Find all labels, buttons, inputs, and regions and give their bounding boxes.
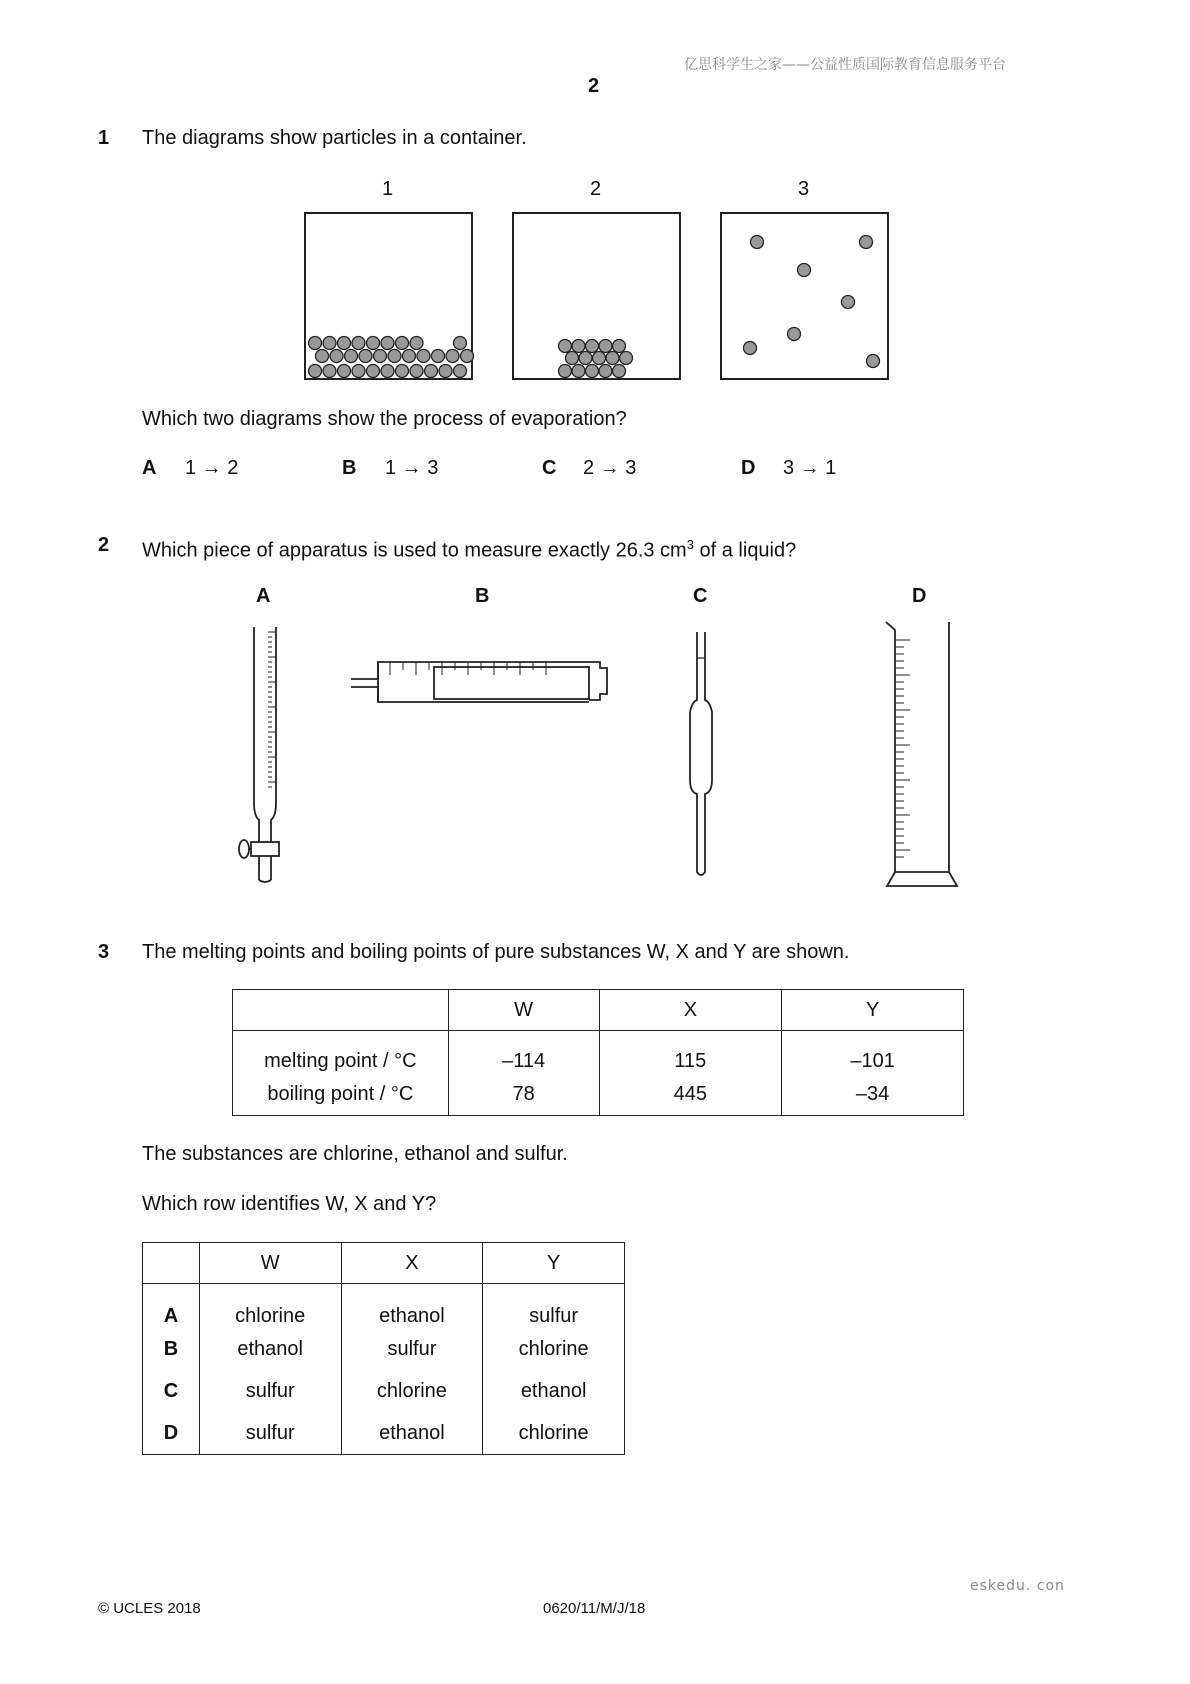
q1-option-a-letter: A [142, 457, 157, 479]
question-2-text-before: Which piece of apparatus is used to measure exactly 26.3 cm [142, 539, 687, 562]
q1-option-c-letter: C [542, 457, 557, 479]
question-2-number: 2 [98, 534, 110, 556]
question-2-text [142, 533, 796, 563]
table1-header-w: W [448, 990, 599, 1031]
question-1-number: 1 [98, 127, 110, 149]
q1-option-d-letter: D [741, 457, 756, 479]
particle [410, 337, 423, 350]
q1-option-a-text: 1 → 2 [185, 457, 239, 479]
q1-option-c-text: 2 → 3 [583, 457, 637, 479]
footer-paper-code: 0620/11/M/J/18 [543, 1600, 646, 1617]
particle [330, 350, 343, 363]
particle [381, 337, 394, 350]
table1-boiling-x: 445 [599, 1073, 782, 1116]
particle [309, 337, 322, 350]
q1-option-b-text: 1 → 3 [385, 457, 439, 479]
apparatus-a-label: A [256, 585, 271, 607]
particle [579, 352, 592, 365]
diagram-2-label: 2 [590, 178, 602, 200]
table2-row-a-y: sulfur [483, 1284, 625, 1329]
table2-row-c-w: sulfur [199, 1370, 341, 1412]
table1-melting-y: –101 [782, 1031, 964, 1074]
table2-row-b-y: chlorine [483, 1328, 625, 1370]
table2-row-d-w: sulfur [199, 1412, 341, 1455]
particle [446, 350, 459, 363]
table1-melting-x: 115 [599, 1031, 782, 1074]
particle [381, 365, 394, 378]
particle [345, 350, 358, 363]
particle [599, 340, 612, 353]
particle [586, 365, 599, 378]
apparatus-c-label: C [693, 585, 708, 607]
particle [338, 365, 351, 378]
particle [316, 350, 329, 363]
particle [593, 352, 606, 365]
particle [403, 350, 416, 363]
particle [367, 365, 380, 378]
particle [396, 337, 409, 350]
particle [586, 340, 599, 353]
watermark-top: 亿思科学生之家——公益性质国际教育信息服务平台 [684, 57, 1006, 73]
particle [572, 365, 585, 378]
burette-drawing [239, 627, 279, 882]
particle [388, 350, 401, 363]
question-1-prompt: Which two diagrams show the process of evaporation? [142, 408, 627, 430]
table1-melting-w: –114 [448, 1031, 599, 1074]
pipette-drawing [690, 632, 712, 875]
table2-row-d-letter: D [143, 1412, 200, 1455]
question-3-number: 3 [98, 941, 110, 963]
apparatus-d-label: D [912, 585, 927, 607]
particle [309, 365, 322, 378]
q1-option-b-letter: B [342, 457, 357, 479]
particle [559, 365, 572, 378]
table1-melting-label: melting point / °C [233, 1031, 449, 1074]
properties-table [232, 989, 964, 1116]
particle [374, 350, 387, 363]
table2-header-blank [143, 1243, 200, 1284]
page-number: 2 [588, 75, 600, 97]
particle [323, 365, 336, 378]
q1-option-d-text: 3 → 1 [783, 457, 837, 479]
particle [454, 337, 467, 350]
table2-row-a-letter: A [143, 1284, 200, 1329]
table2-header-y: Y [483, 1243, 625, 1284]
question-3-statement: The substances are chlorine, ethanol and sulfur. [142, 1143, 568, 1165]
particle [359, 350, 372, 363]
table2-row-a-w: chlorine [199, 1284, 341, 1329]
table2-row-c-letter: C [143, 1370, 200, 1412]
particle [417, 350, 430, 363]
particle [559, 340, 572, 353]
table2-header-x: X [341, 1243, 483, 1284]
container-3-diagram [721, 213, 888, 379]
particle [432, 350, 445, 363]
particle [352, 365, 365, 378]
particle [352, 337, 365, 350]
table1-boiling-label: boiling point / °C [233, 1073, 449, 1116]
measuring-cylinder-drawing [886, 622, 957, 886]
table1-header-blank [233, 990, 449, 1031]
particle [461, 350, 474, 363]
table1-header-x: X [599, 990, 782, 1031]
apparatus-b-label: B [475, 585, 490, 607]
footer-copyright: © UCLES 2018 [98, 1600, 201, 1617]
table1-boiling-y: –34 [782, 1073, 964, 1116]
question-3-text: The melting points and boiling points of pure substances W, X and Y are shown. [142, 941, 850, 963]
container-1-diagram [305, 213, 474, 379]
particle [606, 352, 619, 365]
diagram-3-label: 3 [798, 178, 810, 200]
container-2-diagram [513, 213, 680, 379]
table2-row-c-y: ethanol [483, 1370, 625, 1412]
table2-row-d-y: chlorine [483, 1412, 625, 1455]
particle [613, 365, 626, 378]
particle [599, 365, 612, 378]
particle [367, 337, 380, 350]
particle [620, 352, 633, 365]
particle [454, 365, 467, 378]
particle [323, 337, 336, 350]
question-2-superscript: 3 [686, 537, 694, 552]
table2-row-b-letter: B [143, 1328, 200, 1370]
table2-row-c-x: chlorine [341, 1370, 483, 1412]
particle [410, 365, 423, 378]
table1-boiling-w: 78 [448, 1073, 599, 1116]
table2-row-b-x: sulfur [341, 1328, 483, 1370]
particle [425, 365, 438, 378]
table2-row-a-x: ethanol [341, 1284, 483, 1329]
particle [566, 352, 579, 365]
table2-header-w: W [199, 1243, 341, 1284]
question-1-text: The diagrams show particles in a container. [142, 127, 527, 149]
watermark-bottom: eskedu. con [970, 1578, 1065, 1594]
question-3-prompt: Which row identifies W, X and Y? [142, 1193, 437, 1215]
question-2-text-after: of a liquid? [693, 539, 797, 562]
particle [396, 365, 409, 378]
table2-row-d-x: ethanol [341, 1412, 483, 1455]
answer-table [142, 1242, 625, 1455]
table1-header-y: Y [782, 990, 964, 1031]
syringe-drawing [351, 662, 607, 702]
diagram-1-label: 1 [382, 178, 394, 200]
particle [572, 340, 585, 353]
table2-row-b-w: ethanol [199, 1328, 341, 1370]
particle [613, 340, 626, 353]
particle [439, 365, 452, 378]
particle [338, 337, 351, 350]
